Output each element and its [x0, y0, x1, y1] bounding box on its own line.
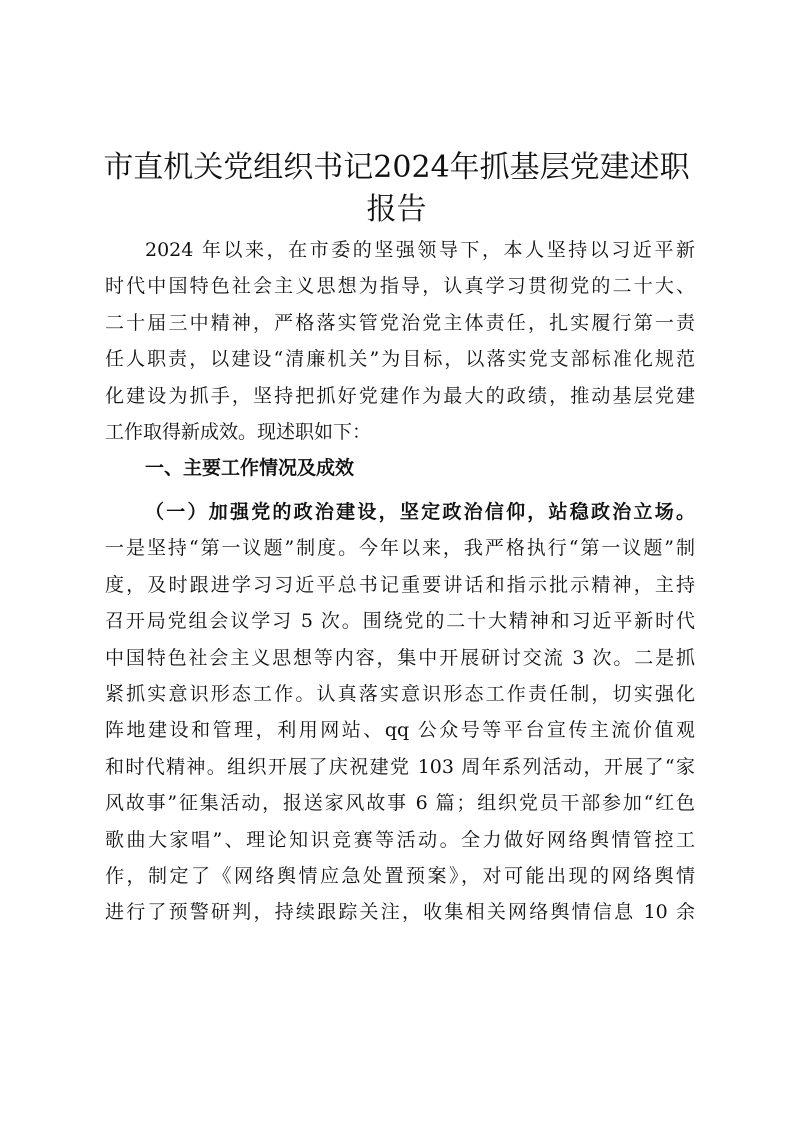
section-1-paragraph: [105, 494, 695, 931]
intro-line: 2024 年以来，在市委的坚强领导下，本人坚持以习近平新: [145, 239, 695, 261]
document-title-line-2: 报告: [366, 192, 427, 227]
intro-line: 二十届三中精神，严格落实管党治党主体责任，扎实履行第一责: [105, 311, 695, 334]
intro-line: 化建设为抓手，坚持把抓好党建作为最大的政绩，推动基层党建: [105, 384, 695, 407]
body-line: 作，制定了《网络舆情应急处置预案》，对可能出现的网络舆情: [105, 864, 695, 887]
section-heading-1: 一、主要工作情况及成效: [145, 457, 355, 479]
body-line: 进行了预警研判，持续跟踪关注，收集相关网络舆情信息 10 余: [105, 901, 695, 924]
body-line: 中国特色社会主义思想等内容，集中开展研讨交流 3 次。二是抓: [105, 646, 695, 669]
sub-heading-1: （一）加强党的政治建设，坚定政治信仰，站稳政治立场。: [145, 501, 695, 523]
document-title-line-1: 市直机关党组织书记2024年抓基层党建述职: [103, 150, 690, 185]
intro-paragraph: [105, 232, 695, 450]
body-line: 一是坚持“第一议题”制度。今年以来，我严格执行“第一议题”制: [105, 537, 695, 560]
body-line: 歌曲大家唱”、理论知识竞赛等活动。全力做好网络舆情管控工: [105, 828, 695, 851]
intro-line: 任人职责，以建设“清廉机关”为目标，以落实党支部标准化规范: [105, 348, 695, 371]
intro-line: 工作取得新成效。现述职如下：: [105, 420, 372, 443]
body-line: 阵地建设和管理，利用网站、qq 公众号等平台宣传主流价值观: [105, 719, 695, 742]
body-line: 召开局党组会议学习 5 次。围绕党的二十大精神和习近平新时代: [105, 610, 695, 633]
body-line: 度，及时跟进学习习近平总书记重要讲话和指示批示精神，主持: [105, 573, 695, 596]
body-line: 紧抓实意识形态工作。认真落实意识形态工作责任制，切实强化: [105, 682, 695, 705]
body-line: 和时代精神。组织开展了庆祝建党 103 周年系列活动，开展了“家: [105, 755, 695, 778]
intro-line: 时代中国特色社会主义思想为指导，认真学习贯彻党的二十大、: [105, 275, 695, 298]
body-line: 风故事”征集活动，报送家风故事 6 篇；组织党员干部参加“红色: [105, 792, 695, 815]
